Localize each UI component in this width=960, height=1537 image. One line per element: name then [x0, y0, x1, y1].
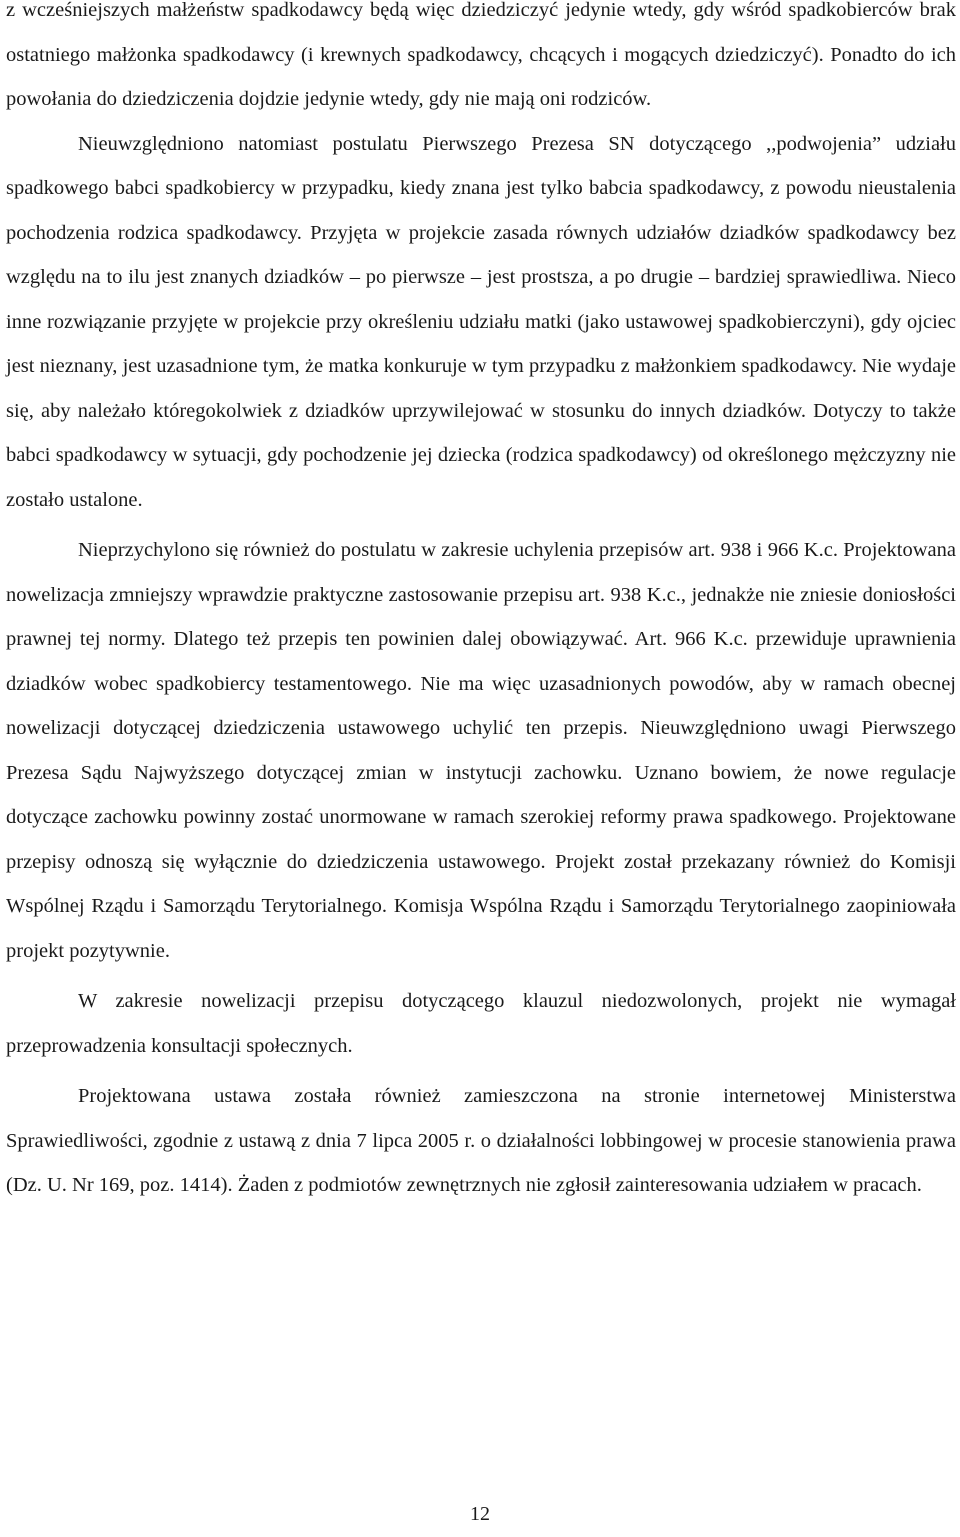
paragraph-abusive-clauses: W zakresie nowelizacji przepisu dotyczącego klauzul niedozwolonych, projekt nie wymagał przeprowadzenia konsultacji społecznych. [6, 990, 956, 1057]
paragraph-continuation: z wcześniejszych małżeństw spadkodawcy będą więc dziedziczyć jedynie wtedy, gdy wśród spadkobierców brak ostatniego małżonka spadkodawcy (i krewnych spadkodawcy, chcących i mogących dziedziczyć). Ponadto do ich powołania do dziedziczenia dojdzie jedynie wtedy, gdy nie mają oni rodziców. [6, 0, 956, 110]
paragraph-lobbying-publication: Projektowana ustawa została również zamieszczona na stronie internetowej Ministerstwa Sprawiedliwości, zgodnie z ustawą z dnia 7 lipca 2005 r. o działalności lobbingowej w procesie stanowienia prawa (Dz. U. Nr 169, poz. 1414). Żaden z podmiotów zewnętrznych nie zgłosił zainteresowania udziałem w pracach. [6, 1085, 956, 1196]
page-number: 12 [470, 1503, 490, 1525]
paragraph-grandparents-share: Nieuwzględniono natomiast postulatu Pierwszego Prezesa SN dotyczącego ,,podwojenia” udziału spadkowego babci spadkobiercy w przypadku, kiedy znana jest tylko babcia spadkodawcy, z powodu nieustalenia pochodzenia rodzica spadkodawcy. Przyjęta w projekcie zasada równych udziałów dziadków spadkodawcy bez względu na to ilu jest znanych dziadków – po pierwsze – jest prostsza, a po drugie – bardziej sprawiedliwa. Nieco inne rozwiązanie przyjęte w projekcie przy określeniu udziału matki (jako ustawowej spadkobierczyni), gdy ojciec jest nieznany, jest uzasadnione tym, że matka konkuruje w tym przypadku z małżonkiem spadkodawcy. Nie wydaje się, aby należało któregokolwiek z dziadków uprzywilejować w stosunku do innych dziadków. Dotyczy to także babci spadkodawcy w sytuacji, gdy pochodzenie jej dziecka (rodzica spadkodawcy) od określonego mężczyzny nie zostało ustalone. [6, 132, 956, 511]
paragraph-articles-938-966: Nieprzychylono się również do postulatu w zakresie uchylenia przepisów art. 938 i 966 K.c. Projektowana nowelizacja zmniejszy wprawdzie praktyczne zastosowanie przepisu art. 938 K.c., jednakże nie zniesie doniosłości prawnej tej normy. Dlatego też przepis ten powinien dalej obowiązywać. Art. 966 K.c. przewiduje uprawnienia dziadków wobec spadkobiercy testamentowego. Nie ma więc uzasadnionych powodów, aby w ramach obecnej nowelizacji dotyczącej dziedziczenia ustawowego uchylić ten przepis. Nieuwzględniono uwagi Pierwszego Prezesa Sądu Najwyższego dotyczącej zmian w instytucji zachowku. Uznano bowiem, że nowe regulacje dotyczące zachowku powinny zostać unormowane w ramach szerokiej reformy prawa spadkowego. Projektowane przepisy odnoszą się wyłącznie do dziedziczenia ustawowego. Projekt został przekazany również do Komisji Wspólnej Rządu i Samorządu Terytorialnego. Komisja Wspólna Rządu i Samorządu Terytorialnego zaopiniowała projekt pozytywnie. [6, 539, 956, 962]
